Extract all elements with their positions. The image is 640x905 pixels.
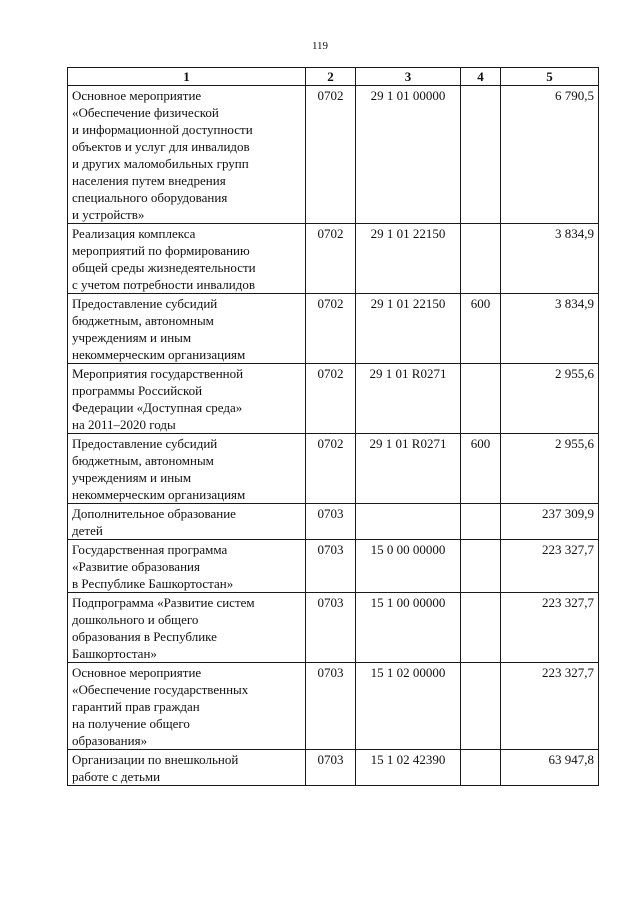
- section-code-cell: 0703: [306, 504, 356, 540]
- section-code-cell: 0703: [306, 593, 356, 663]
- row-name-cell: Организации по внешкольной работе с детьми: [68, 750, 306, 786]
- expense-type-cell: [461, 86, 501, 224]
- section-code-cell: 0702: [306, 86, 356, 224]
- target-code-cell: 15 0 00 00000: [356, 540, 461, 593]
- column-header-2: 2: [306, 68, 356, 86]
- table-row: [68, 593, 599, 663]
- target-code-cell: 29 1 01 22150: [356, 224, 461, 294]
- expense-type-cell: [461, 364, 501, 434]
- table-row: [68, 364, 599, 434]
- section-code-cell: 0703: [306, 663, 356, 750]
- expense-type-cell: 600: [461, 294, 501, 364]
- target-code-cell: 29 1 01 R0271: [356, 364, 461, 434]
- section-code-cell: 0702: [306, 364, 356, 434]
- section-code-cell: 0703: [306, 750, 356, 786]
- amount-cell: 223 327,7: [501, 663, 599, 750]
- expense-type-cell: [461, 750, 501, 786]
- column-header-3: 3: [356, 68, 461, 86]
- target-code-cell: 15 1 02 42390: [356, 750, 461, 786]
- expense-type-cell: [461, 540, 501, 593]
- target-code-cell: 15 1 00 00000: [356, 593, 461, 663]
- column-header-1: 1: [68, 68, 306, 86]
- row-name-cell: Реализация комплекса мероприятий по формированию общей среды жизнедеятельности с учетом потребности инвалидов: [68, 224, 306, 294]
- table-row: [68, 86, 599, 224]
- row-name-cell: Предоставление субсидий бюджетным, автономным учреждениям и иным некоммерческим организациям: [68, 434, 306, 504]
- row-name-cell: Подпрограмма «Развитие систем дошкольного и общего образования в Республике Башкортостан»: [68, 593, 306, 663]
- row-name-cell: Основное мероприятие «Обеспечение физической и информационной доступности объектов и услуг для инвалидов и других маломобильных групп населения путем внедрения специального оборудования и устройств»: [68, 86, 306, 224]
- section-code-cell: 0703: [306, 540, 356, 593]
- amount-cell: 3 834,9: [501, 224, 599, 294]
- row-name-cell: Дополнительное образование детей: [68, 504, 306, 540]
- amount-cell: 2 955,6: [501, 434, 599, 504]
- page-number: 119: [311, 40, 329, 52]
- table-row: [68, 750, 599, 786]
- budget-table: [67, 67, 599, 786]
- target-code-cell: 15 1 02 00000: [356, 663, 461, 750]
- column-header-5: 5: [501, 68, 599, 86]
- amount-cell: 63 947,8: [501, 750, 599, 786]
- amount-cell: 6 790,5: [501, 86, 599, 224]
- column-header-4: 4: [461, 68, 501, 86]
- expense-type-cell: [461, 663, 501, 750]
- table-row: [68, 540, 599, 593]
- expense-type-cell: [461, 504, 501, 540]
- expense-type-cell: [461, 593, 501, 663]
- table-row: [68, 434, 599, 504]
- section-code-cell: 0702: [306, 294, 356, 364]
- amount-cell: 237 309,9: [501, 504, 599, 540]
- target-code-cell: [356, 504, 461, 540]
- section-code-cell: 0702: [306, 224, 356, 294]
- table-row: [68, 504, 599, 540]
- amount-cell: 3 834,9: [501, 294, 599, 364]
- table-header-row: [68, 68, 599, 86]
- amount-cell: 2 955,6: [501, 364, 599, 434]
- row-name-cell: Предоставление субсидий бюджетным, автономным учреждениям и иным некоммерческим организациям: [68, 294, 306, 364]
- target-code-cell: 29 1 01 R0271: [356, 434, 461, 504]
- table-row: [68, 224, 599, 294]
- section-code-cell: 0702: [306, 434, 356, 504]
- table-row: [68, 294, 599, 364]
- target-code-cell: 29 1 01 22150: [356, 294, 461, 364]
- amount-cell: 223 327,7: [501, 540, 599, 593]
- row-name-cell: Мероприятия государственной программы Российской Федерации «Доступная среда» на 2011–2020 годы: [68, 364, 306, 434]
- table-row: [68, 663, 599, 750]
- row-name-cell: Основное мероприятие «Обеспечение государственных гарантий прав граждан на получение общего образования»: [68, 663, 306, 750]
- target-code-cell: 29 1 01 00000: [356, 86, 461, 224]
- expense-type-cell: [461, 224, 501, 294]
- row-name-cell: Государственная программа «Развитие образования в Республике Башкортостан»: [68, 540, 306, 593]
- expense-type-cell: 600: [461, 434, 501, 504]
- amount-cell: 223 327,7: [501, 593, 599, 663]
